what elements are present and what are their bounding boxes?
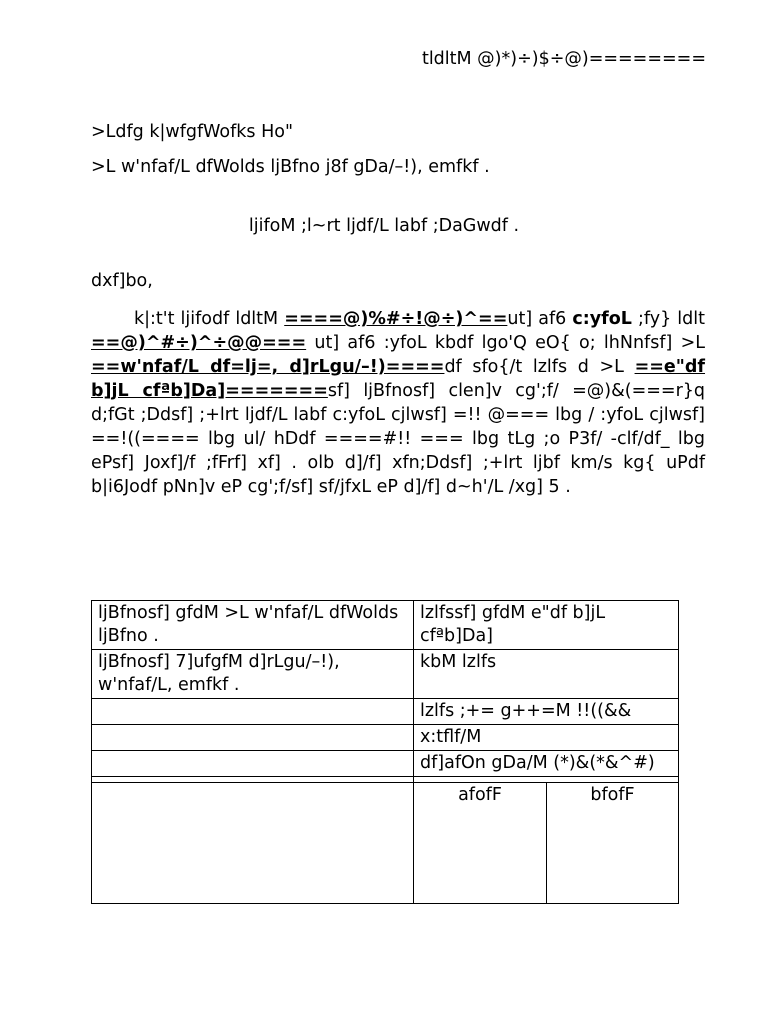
body-text: df sfo{/t lzlfs d >L	[444, 357, 635, 377]
right-thumbprint-cell: bfofF	[547, 783, 679, 904]
table-row	[92, 650, 679, 699]
body-text: k|:t't ljifodf ldltM	[134, 309, 285, 329]
mobile-number-cell: df]afOn gDa/M (*)&(*&^#)	[414, 751, 679, 777]
table-row	[92, 601, 679, 650]
empty-cell	[92, 725, 414, 751]
empty-cell	[92, 783, 414, 904]
empty-cell	[92, 751, 414, 777]
body-paragraph	[91, 307, 705, 499]
details-table	[91, 600, 679, 904]
signature-label-cell: x:tflf/M	[414, 725, 679, 751]
body-text: ut] af6 :yfoL kbdf lgo'Q eO{ o; lhNnfsf] >L	[306, 333, 705, 353]
school-name-cell: ljBfnosf] gfdM >L w'nfaf/L dfWolds ljBfno .	[92, 601, 414, 650]
teacher-id-cell: lzlfs ;+= g++=M !!((&&	[414, 699, 679, 725]
post-cell: kbM lzlfs	[414, 650, 679, 699]
recipient-address-line: >L w'nfaf/L dfWolds ljBfno j8f gDa/–!), emfkf .	[91, 157, 490, 177]
subject-line: ljifoM ;l~rt ljdf/L labf ;DaGwdf .	[248, 216, 520, 236]
teacher-name-underlined: ==e"df b]jL cfªb]Da]=======	[91, 357, 706, 401]
body-text: ;fy} ldlt	[631, 309, 705, 329]
table-row	[92, 751, 679, 777]
table-row	[92, 725, 679, 751]
thumbprint-row	[92, 783, 679, 904]
empty-cell	[92, 699, 414, 725]
temporary-label: c:yfoL	[572, 309, 632, 329]
salutation: dxf]bo,	[91, 271, 153, 291]
school-address-cell: ljBfnosf] 7]ufgfM d]rLgu/–!), w'nfaf/L, emfkf .	[92, 650, 414, 699]
teacher-name-cell: lzlfssf] gfdM e"df b]jL cfªb]Da]	[414, 601, 679, 650]
body-text: ut] af6	[507, 309, 573, 329]
permanent-appointment-date: ==@)^#÷)^÷@@===	[91, 333, 307, 353]
school-name-underlined: ==w'nfaf/L df=lj=, d]rLgu/–!)====	[91, 357, 445, 377]
recipient-line: >Ldfg k|wfgfWofks Ho"	[91, 122, 294, 142]
temporary-appointment-date: ====@)%#÷!@÷)^==	[284, 309, 508, 329]
table-row	[92, 699, 679, 725]
body-text: sf] ljBfnosf] clen]v cg';f/ =@)&(===r}q d;fGt ;Ddsf] ;+lrt ljdf/L labf c:yfoL cjlwsf] =!! @=== lbg / :yfoL cjlwsf] ==!((==== lbg ul/ hDdf ====#!! === lbg tLg ;o P3f/ -clf/df_ lbg ePsf] Joxf]/f ;fFrf] xf] . olb d]/f] xfn;Ddsf] ;+lrt ljbf km/s kg{ uPdf b|i6Jodf pNn]v eP cg';f/sf] sf/jfxL eP d]/f] d~h'/L /xg] 5 .	[91, 381, 706, 497]
left-thumbprint-cell: afofF	[414, 783, 547, 904]
date-line: tldltM @)*)÷)$÷@)========	[421, 49, 706, 69]
